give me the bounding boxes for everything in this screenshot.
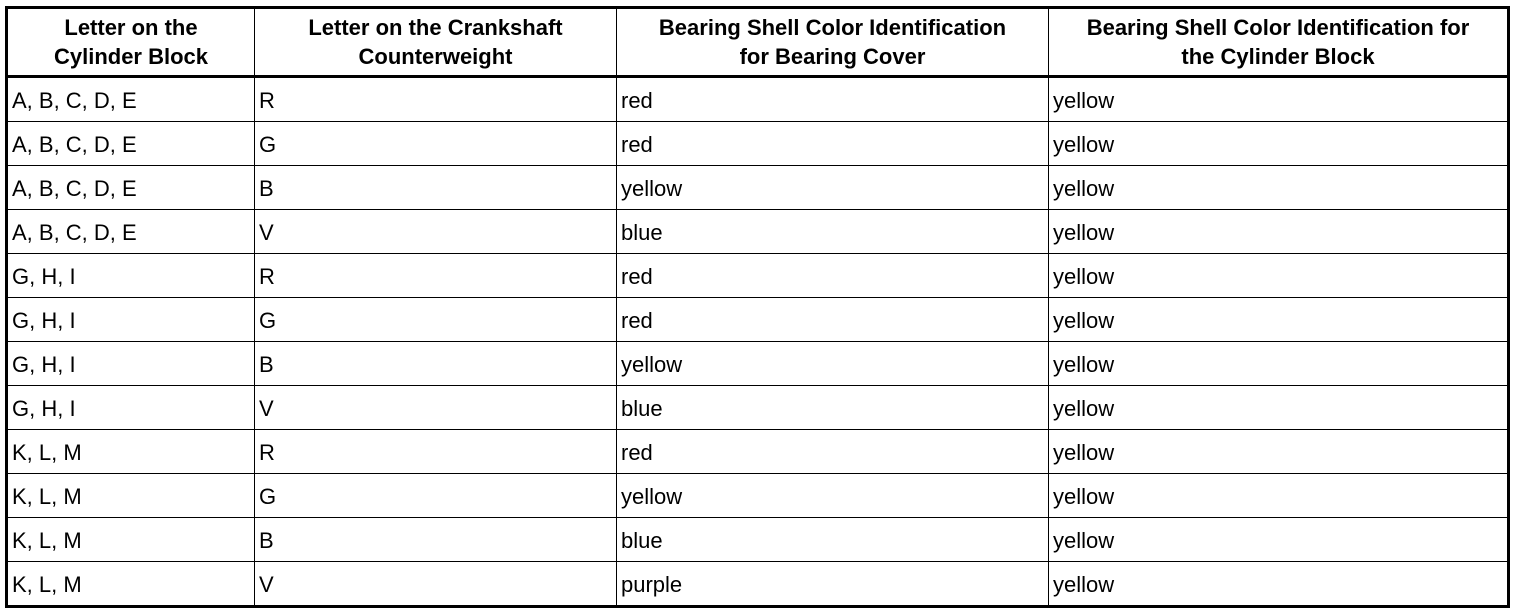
table-row [7,430,1509,474]
cylinder-block-letter-cell: A, B, C, D, E [7,122,255,166]
cylinder-block-color-cell: yellow [1049,518,1509,562]
table-row [7,210,1509,254]
cylinder-block-color-cell: yellow [1049,562,1509,607]
header-line: Cylinder Block [53,44,209,69]
bearing-cover-color-cell: yellow [617,474,1049,518]
table-row [7,474,1509,518]
cylinder-block-letter-cell: G, H, I [7,342,255,386]
header-cylinder-block-letter [7,8,255,77]
bearing-cover-color-cell: red [617,77,1049,122]
cylinder-block-color-cell: yellow [1049,77,1509,122]
cylinder-block-letter-cell: G, H, I [7,298,255,342]
table-row [7,342,1509,386]
bearing-cover-color-cell: red [617,298,1049,342]
cylinder-block-color-cell: yellow [1049,254,1509,298]
cylinder-block-letter-cell: A, B, C, D, E [7,210,255,254]
crankshaft-letter-cell: B [255,342,617,386]
header-line: Counterweight [358,44,513,69]
table-row [7,166,1509,210]
table-row [7,298,1509,342]
table-row [7,254,1509,298]
table-row [7,122,1509,166]
crankshaft-letter-cell: G [255,474,617,518]
bearing-shell-table [5,6,1510,608]
header-line: for Bearing Cover [739,44,926,69]
cylinder-block-color-cell: yellow [1049,342,1509,386]
crankshaft-letter-cell: V [255,210,617,254]
crankshaft-letter-cell: G [255,298,617,342]
bearing-cover-color-cell: red [617,122,1049,166]
cylinder-block-letter-cell: G, H, I [7,254,255,298]
cylinder-block-letter-cell: A, B, C, D, E [7,166,255,210]
crankshaft-letter-cell: R [255,77,617,122]
header-row [7,8,1509,77]
table-row [7,386,1509,430]
cylinder-block-letter-cell: K, L, M [7,474,255,518]
table-body [7,77,1509,607]
header-line: the Cylinder Block [1181,44,1375,69]
cylinder-block-letter-cell: K, L, M [7,518,255,562]
header-crankshaft-letter [255,8,617,77]
table-row [7,562,1509,607]
crankshaft-letter-cell: G [255,122,617,166]
crankshaft-letter-cell: R [255,430,617,474]
bearing-cover-color-cell: blue [617,386,1049,430]
header-line: Letter on the Crankshaft [308,15,563,40]
bearing-cover-color-cell: yellow [617,342,1049,386]
cylinder-block-color-cell: yellow [1049,474,1509,518]
cylinder-block-letter-cell: G, H, I [7,386,255,430]
table-row [7,518,1509,562]
cylinder-block-letter-cell: K, L, M [7,562,255,607]
cylinder-block-color-cell: yellow [1049,210,1509,254]
cylinder-block-color-cell: yellow [1049,166,1509,210]
crankshaft-letter-cell: B [255,166,617,210]
cylinder-block-letter-cell: K, L, M [7,430,255,474]
cylinder-block-color-cell: yellow [1049,298,1509,342]
bearing-cover-color-cell: purple [617,562,1049,607]
table-header [7,8,1509,77]
bearing-cover-color-cell: yellow [617,166,1049,210]
crankshaft-letter-cell: V [255,386,617,430]
header-bearing-cover-color [617,8,1049,77]
cylinder-block-color-cell: yellow [1049,430,1509,474]
header-line: Bearing Shell Color Identification for [1086,15,1470,40]
bearing-cover-color-cell: red [617,254,1049,298]
header-line: Letter on the [64,15,198,40]
bearing-cover-color-cell: blue [617,210,1049,254]
bearing-cover-color-cell: red [617,430,1049,474]
cylinder-block-letter-cell: A, B, C, D, E [7,77,255,122]
cylinder-block-color-cell: yellow [1049,122,1509,166]
bearing-cover-color-cell: blue [617,518,1049,562]
table-row [7,77,1509,122]
header-cylinder-block-color [1049,8,1509,77]
crankshaft-letter-cell: R [255,254,617,298]
crankshaft-letter-cell: B [255,518,617,562]
cylinder-block-color-cell: yellow [1049,386,1509,430]
header-line: Bearing Shell Color Identification [658,15,1007,40]
crankshaft-letter-cell: V [255,562,617,607]
